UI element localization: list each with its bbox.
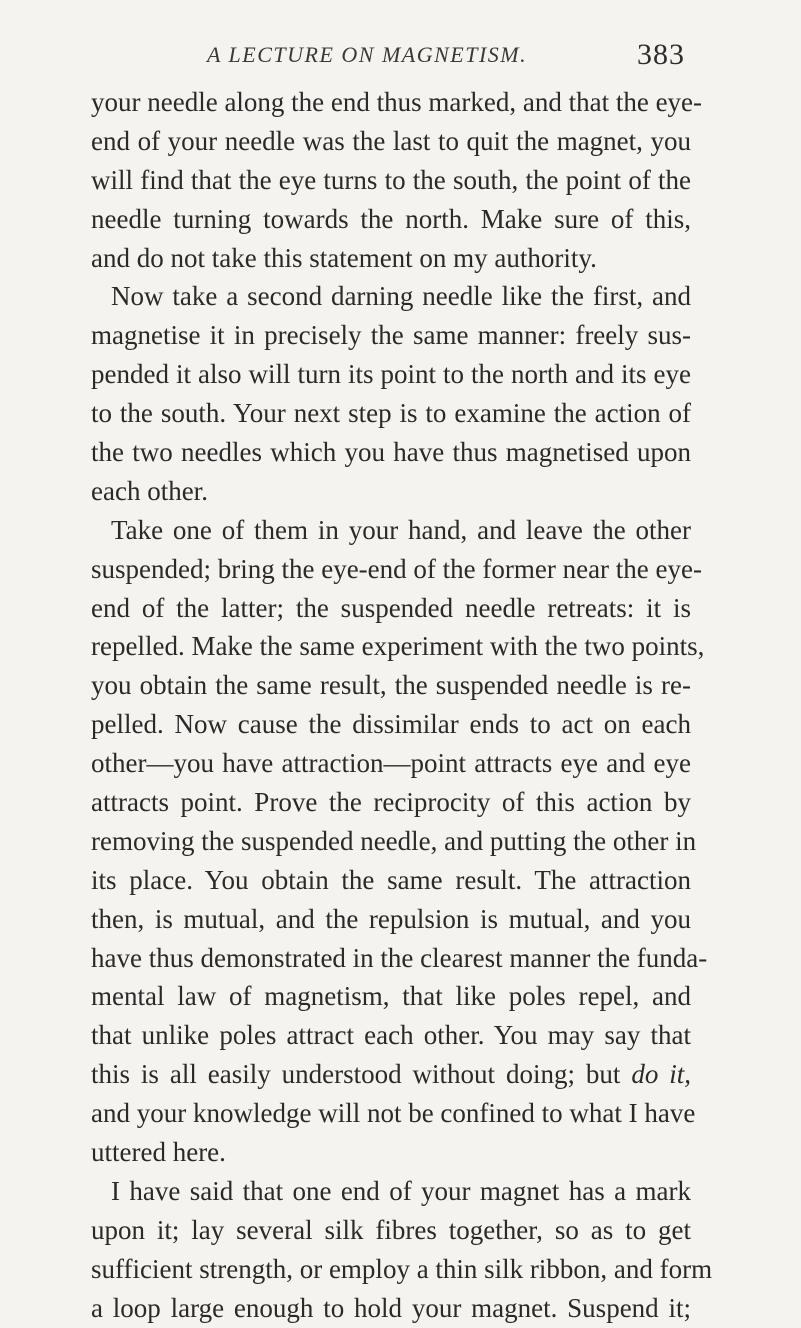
text-line: have thus demonstrated in the clearest manner the funda- xyxy=(91,942,708,973)
text-line: end of the latter; the suspended needle retreats: it is xyxy=(91,592,691,623)
text-line: end of your needle was the last to quit the magnet, you xyxy=(91,125,691,156)
text-line: uttered here. xyxy=(91,1137,226,1168)
text-line: you obtain the same result, the suspended needle is re- xyxy=(91,670,691,701)
text-line: each other. xyxy=(91,475,208,506)
text-line: removing the suspended needle, and putting the other in xyxy=(91,825,697,856)
running-title: A LECTURE ON MAGNETISM. xyxy=(207,42,528,67)
text-line: pended it also will turn its point to the north and its eye xyxy=(91,359,691,390)
text-line-with-italic xyxy=(91,1055,691,1094)
italic-phrase: do it, xyxy=(631,1059,691,1090)
text-line: its place. You obtain the same result. The attraction xyxy=(91,864,691,895)
text-line: to the south. Your next step is to examine the action of xyxy=(91,398,691,429)
text-line: sufficient strength, or employ a thin silk ribbon, and form xyxy=(91,1253,713,1284)
text-line: then, is mutual, and the repulsion is mutual, and you xyxy=(91,903,691,934)
text-line: attracts point. Prove the reciprocity of this action by xyxy=(91,787,691,818)
text-line: upon it; lay several silk fibres together, so as to get xyxy=(91,1214,691,1245)
text-line: the two needles which you have thus magnetised upon xyxy=(91,437,691,468)
text-line: repelled. Make the same experiment with the two points, xyxy=(91,631,705,662)
text-line: and your knowledge will not be confined to what I have xyxy=(91,1098,696,1129)
text-line: that unlike poles attract each other. You may say that xyxy=(91,1020,691,1051)
text-line: other—you have attraction—point attracts eye and eye xyxy=(91,748,691,779)
text-line: Now take a second darning needle like the first, and xyxy=(111,281,691,312)
page-number: 383 xyxy=(637,38,685,71)
text-line: suspended; bring the eye-end of the former near the eye- xyxy=(91,553,702,584)
text-line: will find that the eye turns to the south, the point of the xyxy=(91,164,691,195)
text-line: I have said that one end of your magnet has a mark xyxy=(111,1175,691,1206)
text-line: Take one of them in your hand, and leave the other xyxy=(111,514,691,545)
text-line: magnetise it in precisely the same manner: freely sus- xyxy=(91,320,691,351)
text-line: needle turning towards the north. Make sure of this, xyxy=(91,203,691,234)
text-line: mental law of magnetism, that like poles repel, and xyxy=(91,981,691,1012)
text-line: and do not take this statement on my authority. xyxy=(91,242,597,273)
text-line: a loop large enough to hold your magnet. Suspend it; xyxy=(91,1292,691,1323)
text-line: your needle along the end thus marked, and that the eye- xyxy=(91,87,703,117)
text-line: pelled. Now cause the dissimilar ends to act on each xyxy=(91,709,691,740)
text-segment: this is all easily understood without doing; but xyxy=(91,1059,621,1090)
body-text xyxy=(91,83,713,1328)
page-header xyxy=(207,38,685,72)
